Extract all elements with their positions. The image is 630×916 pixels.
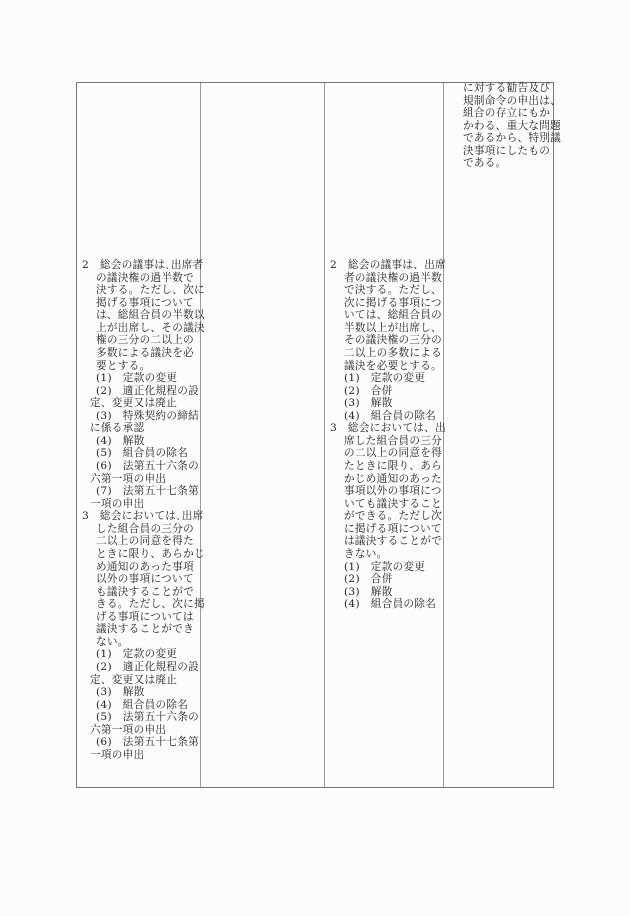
text-line: ときに限り、あらかじ — [96, 547, 205, 560]
text-line: (4) 組合員の除名 — [344, 409, 437, 422]
text-line: に掲げる項について — [344, 522, 442, 535]
text-line: した組合員の三分の — [96, 522, 195, 535]
text-line: 組合の存立にもか — [463, 107, 551, 120]
text-line: いても議決すること — [344, 497, 443, 510]
text-line: 規制命令の申出は、 — [463, 94, 562, 107]
text-line: (3) 解散 — [344, 585, 393, 598]
text-line: 一項の申出 — [90, 748, 145, 761]
text-line: 上が出席し、その議決 — [96, 321, 205, 334]
column-model-text — [325, 83, 444, 787]
text-line: 権の三分の二以上の — [96, 334, 195, 347]
text-line: (1) 定款の変更 — [344, 560, 426, 573]
text-line: 次に掲げる事項につ — [344, 296, 442, 309]
text-line: 事項以外の事項につ — [344, 485, 442, 498]
text-line: 2 総会の議事は、出席 — [330, 259, 446, 271]
text-line: その議決権の三分の — [344, 334, 443, 347]
text-line: たときに限り、あら — [344, 460, 443, 472]
text-line: 定、変更又は廃止 — [90, 673, 178, 686]
text-line: 掲げる事項について — [96, 296, 194, 309]
text-line: (4) 解散 — [96, 434, 145, 447]
text-line: 要とする。 — [96, 359, 151, 372]
text-line: 3 総会においては、出 — [330, 422, 446, 435]
clause-text-block — [330, 259, 446, 611]
text-line: 半数以上が出席し、 — [344, 321, 443, 334]
text-line: (3) 解散 — [96, 686, 145, 699]
text-line: 以外の事項について — [96, 573, 194, 586]
column-current-text — [77, 83, 205, 787]
text-line: は、総組合員の半数以 — [96, 309, 205, 322]
text-line: 席した組合員の三分 — [344, 434, 443, 447]
text-line: (2) 適正化規程の設 — [96, 661, 200, 673]
text-line: ができる。ただし次 — [344, 510, 443, 523]
text-line: 3 総会においては､出席 — [82, 510, 204, 523]
text-line: (4) 組合員の除名 — [96, 698, 189, 711]
text-line: (2) 適正化規程の設 — [96, 384, 200, 397]
text-line: 二以上の多数による — [344, 346, 443, 359]
text-line: 決事項にしたもの — [463, 144, 551, 157]
text-line: げる事項については — [96, 610, 194, 623]
text-line: である。 — [463, 157, 507, 170]
text-line: 定、変更又は廃止 — [90, 397, 178, 410]
text-line: (2) 合併 — [344, 384, 393, 397]
text-line: (3) 解散 — [344, 397, 393, 410]
text-line: (3) 特殊契約の締結 — [96, 409, 200, 422]
text-line: 決する。ただし、次に — [96, 284, 205, 297]
clause-text-block — [82, 259, 205, 762]
text-line: 議決を必要とする。 — [344, 359, 443, 372]
text-line: も議決することがで — [96, 585, 195, 598]
text-line: きる。ただし、次に掲 — [96, 598, 205, 611]
text-line: の二以上の同意を得 — [344, 447, 443, 460]
text-line: に対する勧告及び — [463, 82, 551, 94]
text-line: (1) 定款の変更 — [96, 372, 178, 385]
remarks-text-block — [449, 82, 562, 170]
text-line: (6) 法第五十六条の — [96, 460, 200, 472]
text-line: (2) 合併 — [344, 573, 393, 586]
text-line: きない。 — [344, 547, 388, 560]
text-line: (5) 組合員の除名 — [96, 447, 189, 460]
text-line: は議決することがで — [344, 535, 443, 548]
text-line: (1) 定款の変更 — [96, 648, 178, 661]
text-line: 六第一項の申出 — [90, 723, 167, 736]
text-line: 二以上の同意を得た — [96, 535, 195, 548]
text-line: ない。 — [96, 635, 129, 648]
text-line: め通知のあった事項 — [96, 560, 194, 573]
text-line: 六第一項の申出 — [90, 472, 167, 485]
text-line: で決する。ただし、 — [344, 284, 443, 297]
column-empty — [201, 83, 325, 787]
text-line: (4) 組合員の除名 — [344, 598, 437, 611]
text-line: (6) 法第五十七条第 — [96, 736, 200, 749]
text-line: に係る承認 — [90, 422, 145, 435]
text-line: いては、総組合員の — [344, 309, 443, 322]
text-line: 2 総会の議事は､出席者 — [82, 259, 204, 271]
text-line: 者の議決権の過半数 — [344, 271, 443, 284]
text-line: 多数による議決を必 — [96, 346, 195, 359]
comparison-table — [76, 82, 562, 788]
text-line: (7) 法第五十七条第 — [96, 485, 200, 498]
text-line: 議決することができ — [96, 623, 195, 636]
text-line: かわる、重大な問題 — [463, 119, 562, 132]
text-line: (5) 法第五十六条の — [96, 711, 200, 724]
text-line: であるから、特別議 — [463, 132, 562, 145]
column-remarks — [444, 82, 562, 787]
text-line: 一項の申出 — [90, 497, 145, 510]
text-line: (1) 定款の変更 — [344, 372, 426, 385]
text-line: かじめ通知のあった — [344, 472, 442, 485]
text-line: の議決権の過半数で — [96, 271, 195, 284]
